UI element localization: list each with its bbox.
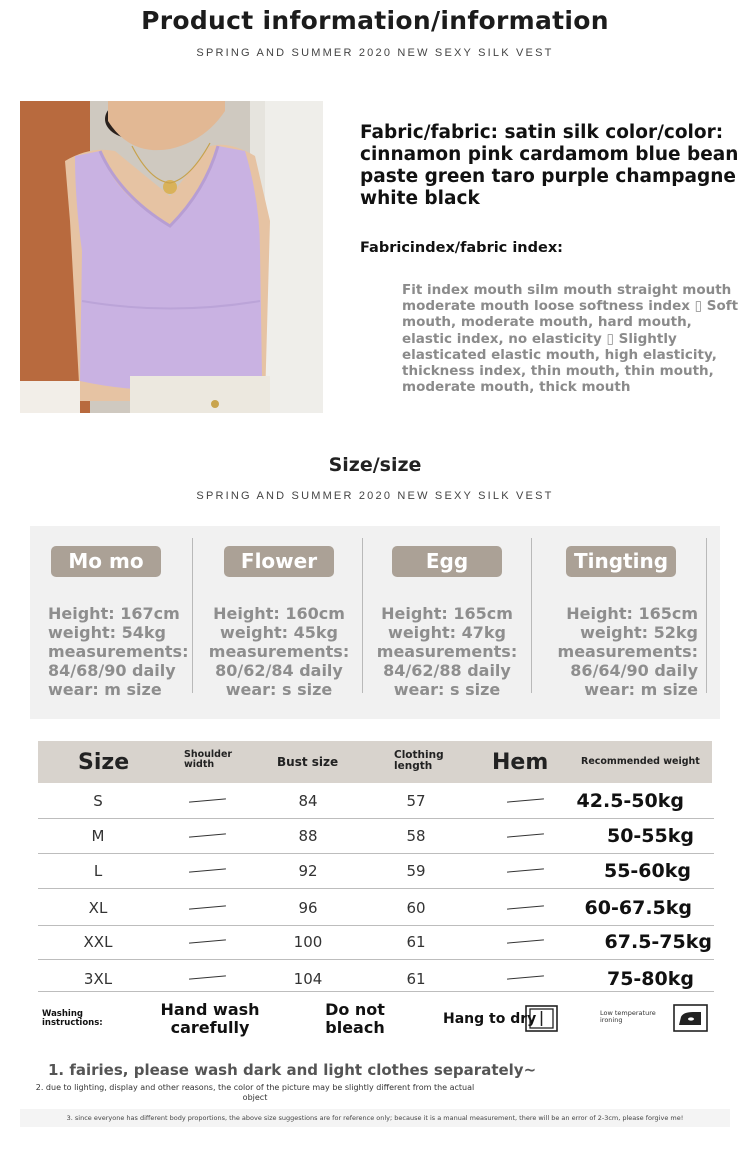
cell-size: S — [93, 792, 103, 810]
cell-size: 3XL — [83, 970, 113, 988]
cell-weight: 75-80kg — [606, 968, 694, 990]
model-details: Height: 165cm weight: 52kg measurements: 86/64/90 daily wear: m size — [557, 604, 698, 699]
model-divider — [192, 538, 193, 693]
cell-weight: 67.5-75kg — [604, 931, 712, 953]
cell-weight: 60-67.5kg — [584, 897, 692, 919]
cell-size: M — [91, 827, 105, 845]
cell-weight: 42.5-50kg — [576, 790, 684, 812]
model-divider — [531, 538, 532, 693]
cell-length: 60 — [406, 899, 426, 917]
cell-bust: 88 — [298, 827, 318, 845]
cell-shoulder-dash — [189, 939, 226, 944]
fabric-index-label: Fabricindex/fabric index: — [360, 240, 563, 256]
hand-wash-label: Hand wash carefully — [160, 1000, 260, 1037]
table-row — [38, 854, 714, 889]
model-details: Height: 165cm weight: 47kg measurements: 84/62/88 daily wear: s size — [376, 604, 518, 699]
model-details: Height: 167cm weight: 54kg measurements: 84/68/90 daily wear: m size — [48, 604, 189, 699]
note-wash-separately: 1. fairies, please wash dark and light clothes separately~ — [48, 1061, 537, 1079]
size-section-subtitle: SPRING AND SUMMER 2020 NEW SEXY SILK VEST — [196, 490, 554, 502]
cell-size: XXL — [83, 933, 113, 951]
cell-bust: 92 — [298, 862, 318, 880]
cell-length: 59 — [406, 862, 426, 880]
model-divider — [362, 538, 363, 693]
no-bleach-label: Do not bleach — [325, 1000, 385, 1037]
model-name-tag: Egg — [392, 546, 502, 577]
header-hem: Hem — [492, 750, 549, 775]
cell-shoulder-dash — [189, 905, 226, 910]
cell-bust: 96 — [298, 899, 318, 917]
cell-shoulder-dash — [189, 868, 226, 873]
cell-bust: 100 — [293, 933, 323, 951]
page-subtitle: SPRING AND SUMMER 2020 NEW SEXY SILK VEST — [196, 47, 554, 59]
cell-size: L — [93, 862, 103, 880]
note-size-reference: 3. since everyone has different body proportions, the above size suggestions are for reference only; because it is a manual measurement, there will be an error of 2-3cm, please forgive me! — [20, 1109, 730, 1127]
table-row — [38, 926, 714, 960]
page-title: Product information/information — [141, 6, 609, 35]
model-divider — [706, 538, 707, 693]
cell-weight: 55-60kg — [603, 860, 691, 882]
table-row — [38, 889, 714, 926]
cell-length: 57 — [406, 792, 426, 810]
washing-label: Washing instructions: — [42, 1009, 103, 1028]
model-details: Height: 160cm weight: 45kg measurements: 80/62/84 daily wear: s size — [208, 604, 350, 699]
cell-length: 61 — [406, 970, 426, 988]
model-name-tag: Tingting — [566, 546, 676, 577]
hang-dry-icon — [525, 1005, 558, 1032]
size-table-header — [38, 741, 712, 783]
cell-length: 61 — [406, 933, 426, 951]
iron-icon — [673, 1004, 708, 1032]
ironing-label: Low temperature ironing — [600, 1009, 656, 1024]
cell-bust: 84 — [298, 792, 318, 810]
table-row — [38, 960, 714, 992]
cell-length: 58 — [406, 827, 426, 845]
cell-shoulder-dash — [189, 833, 226, 838]
cell-size: XL — [88, 899, 108, 917]
cell-bust: 104 — [293, 970, 323, 988]
model-panel — [30, 526, 720, 719]
product-photo — [20, 101, 323, 413]
model-name-tag: Flower — [224, 546, 334, 577]
model-name-tag: Mo mo — [51, 546, 161, 577]
header-weight: Recommended weight — [581, 756, 700, 767]
note-color-difference: 2. due to lighting, display and other reasons, the color of the picture may be slightly different from the actual object — [35, 1083, 475, 1102]
table-row — [38, 819, 714, 854]
fabric-color-info: Fabric/fabric: satin silk color/color: cinnamon pink cardamom blue bean paste green taro purple champagne white black — [360, 122, 739, 209]
cell-shoulder-dash — [189, 975, 226, 980]
header-size: Size — [78, 750, 130, 775]
header-length: Clothing length — [394, 749, 444, 772]
table-row — [38, 783, 714, 819]
hang-dry-label: Hang to dry — [443, 1011, 537, 1027]
header-shoulder: Shoulder width — [184, 749, 233, 770]
cell-weight: 50-55kg — [606, 825, 694, 847]
header-bust: Bust size — [277, 755, 339, 769]
fabric-index-detail: Fit index mouth silm mouth straight mouth moderate mouth loose softness index ▯ Soft mouth, moderate mouth, hard mouth, elastic index, no elasticity ▯ Slightly elasticated elastic mouth, high elasticity, thickness index, thin mouth, thin mouth, moderate mouth, thick mouth — [402, 282, 739, 396]
cell-shoulder-dash — [189, 798, 226, 803]
size-section-title: Size/size — [328, 454, 422, 476]
